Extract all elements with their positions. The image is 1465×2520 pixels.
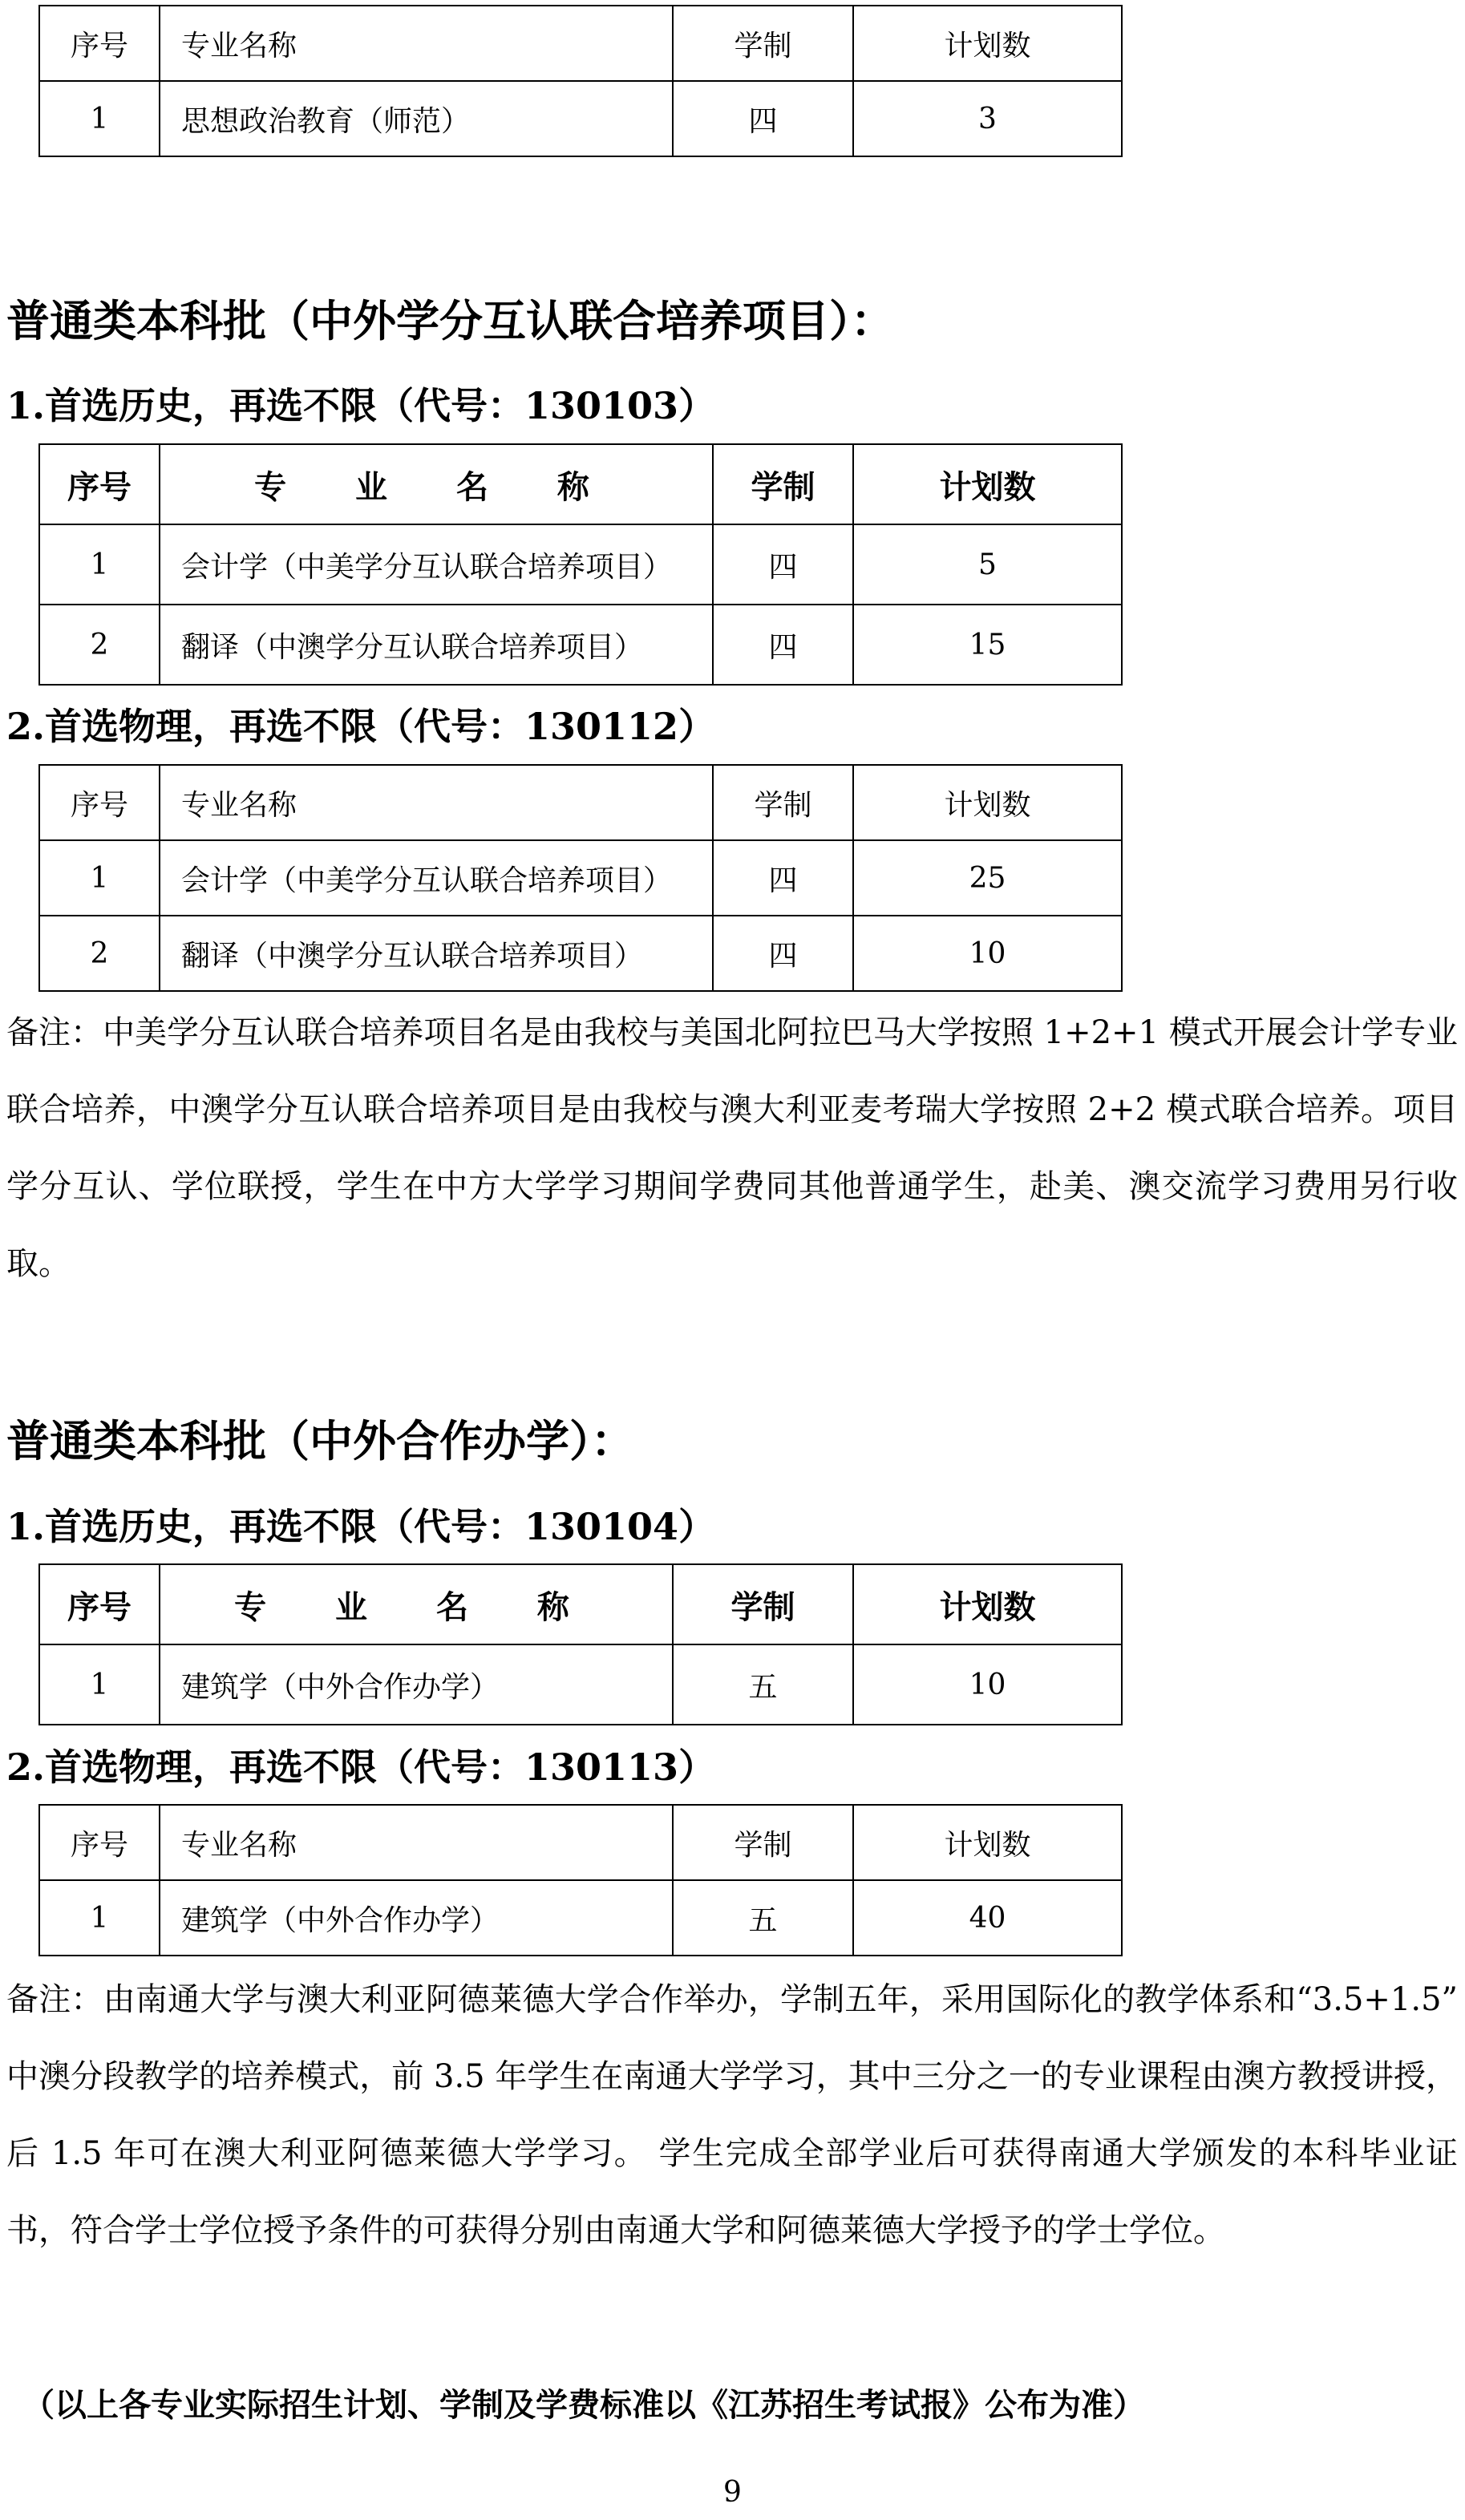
note-paragraph: 备注：由南通大学与澳大利亚阿德莱德大学合作举办，学制五年，采用国际化的教学体系和“3.5+1.5” 中澳分段教学的培养模式，前 3.5 年学生在南通大学学习，其中三分之一的专业课程由澳方教授讲授，后 1.5 年可在澳大利亚阿德莱德大学学习。 学生完成全部学业后可获得南通大学颁发的本科毕业证书，符合学士学位授予条件的可获得分别由南通大学和阿德莱德大学授予的学士学位。 xyxy=(6,1981,1458,2249)
cell-major: 思想政治教育（师范） xyxy=(160,81,673,156)
cell-years: 四 xyxy=(713,605,853,685)
section-heading: 普通类本科批（中外合作办学）： xyxy=(6,1415,634,1466)
cell-major: 翻译（中澳学分互认联合培养项目） xyxy=(160,605,713,685)
group-title: 1.首选历史，再选不限（代号：130103） xyxy=(6,384,716,427)
cell-count: 10 xyxy=(853,916,1122,991)
header-years: 学制 xyxy=(673,1805,853,1880)
cell-count: 10 xyxy=(853,1644,1122,1725)
cell-count: 15 xyxy=(853,605,1122,685)
header-seq: 序号 xyxy=(39,765,160,840)
cell-years: 五 xyxy=(673,1644,853,1725)
cell-years: 四 xyxy=(673,81,853,156)
table-header-row xyxy=(39,1564,1122,1644)
header-major: 专业名称 xyxy=(160,765,713,840)
plan-table-top xyxy=(38,5,1123,157)
header-seq: 序号 xyxy=(39,1805,160,1880)
cell-count: 40 xyxy=(853,1880,1122,1956)
table-header-row xyxy=(39,6,1122,81)
table-header-row xyxy=(39,765,1122,840)
header-years: 学制 xyxy=(713,444,853,524)
header-years: 学制 xyxy=(673,1564,853,1644)
header-major: 专 业 名 称 xyxy=(160,444,713,524)
header-years: 学制 xyxy=(713,765,853,840)
note-paragraph: 备注：中美学分互认联合培养项目名是由我校与美国北阿拉巴马大学按照 1+2+1 模式开展会计学专业联合培养，中澳学分互认联合培养项目是由我校与澳大利亚麦考瑞大学按照 2+2 模式联合培养。项目学分互认、学位联授，学生在中方大学学习期间学费同其他普通学生，赴美、澳交流学习费用另行收取。 xyxy=(6,1014,1458,1282)
cell-seq: 2 xyxy=(39,605,160,685)
header-count: 计划数 xyxy=(853,1564,1122,1644)
cell-years: 五 xyxy=(673,1880,853,1956)
plan-table xyxy=(38,1563,1123,1725)
cell-major: 翻译（中澳学分互认联合培养项目） xyxy=(160,916,713,991)
cell-count: 3 xyxy=(853,81,1122,156)
header-major: 专 业 名 称 xyxy=(160,1564,673,1644)
header-years: 学制 xyxy=(673,6,853,81)
final-note: （以上各专业实际招生计划、学制及学费标准以《江苏招生考试报》公布为准） xyxy=(22,2386,1145,2424)
cell-seq: 1 xyxy=(39,524,160,605)
table-row xyxy=(39,916,1122,991)
group-title: 2.首选物理，再选不限（代号：130112） xyxy=(6,705,716,748)
table-row xyxy=(39,81,1122,156)
plan-table xyxy=(38,764,1123,992)
cell-count: 25 xyxy=(853,840,1122,916)
plan-table xyxy=(38,443,1123,686)
table-row xyxy=(39,840,1122,916)
cell-seq: 1 xyxy=(39,840,160,916)
cell-seq: 1 xyxy=(39,1644,160,1725)
group-title: 1.首选历史，再选不限（代号：130104） xyxy=(6,1505,716,1548)
table-row xyxy=(39,605,1122,685)
header-major: 专业名称 xyxy=(160,6,673,81)
cell-seq: 1 xyxy=(39,1880,160,1956)
table-row xyxy=(39,524,1122,605)
header-count: 计划数 xyxy=(853,6,1122,81)
cell-years: 四 xyxy=(713,916,853,991)
page-number: 9 xyxy=(723,2476,742,2509)
cell-major: 建筑学（中外合作办学） xyxy=(160,1644,673,1725)
header-major: 专业名称 xyxy=(160,1805,673,1880)
cell-major: 建筑学（中外合作办学） xyxy=(160,1880,673,1956)
plan-table xyxy=(38,1804,1123,1956)
cell-major: 会计学（中美学分互认联合培养项目） xyxy=(160,524,713,605)
header-count: 计划数 xyxy=(853,1805,1122,1880)
cell-count: 5 xyxy=(853,524,1122,605)
cell-years: 四 xyxy=(713,524,853,605)
section-heading: 普通类本科批（中外学分互认联合培养项目）： xyxy=(6,295,894,346)
table-row xyxy=(39,1644,1122,1725)
header-count: 计划数 xyxy=(853,444,1122,524)
group-title: 2.首选物理，再选不限（代号：130113） xyxy=(6,1745,716,1789)
header-seq: 序号 xyxy=(39,1564,160,1644)
cell-seq: 2 xyxy=(39,916,160,991)
header-count: 计划数 xyxy=(853,765,1122,840)
table-header-row xyxy=(39,1805,1122,1880)
cell-years: 四 xyxy=(713,840,853,916)
cell-seq: 1 xyxy=(39,81,160,156)
table-row xyxy=(39,1880,1122,1956)
header-seq: 序号 xyxy=(39,444,160,524)
header-seq: 序号 xyxy=(39,6,160,81)
cell-major: 会计学（中美学分互认联合培养项目） xyxy=(160,840,713,916)
table-header-row xyxy=(39,444,1122,524)
